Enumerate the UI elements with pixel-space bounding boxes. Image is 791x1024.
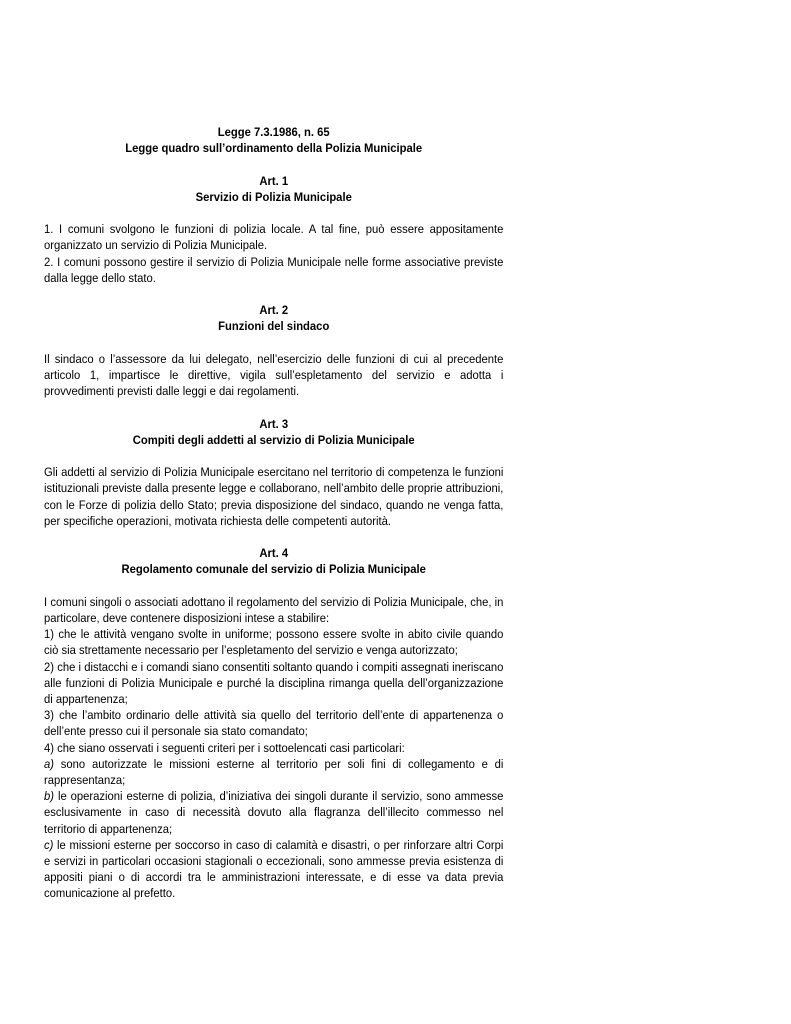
article-4-header bbox=[44, 545, 503, 577]
article-1-paragraph-2: 2. I comuni possono gestire il servizio di Polizia Municipale nelle forme associative previste dalla legge dello stato. bbox=[44, 254, 504, 285]
subitem-a-text: sono autorizzate le missioni esterne al territorio per soli fini di collegamento e di rappresentanza; bbox=[44, 756, 504, 787]
document-body bbox=[44, 124, 503, 902]
law-reference: Legge 7.3.1986, n. 65 bbox=[217, 125, 330, 139]
article-3-header bbox=[44, 416, 503, 448]
article-4-subitem-c bbox=[44, 837, 503, 902]
subitem-a-marker: a) bbox=[44, 756, 55, 771]
law-header bbox=[44, 124, 503, 156]
article-4-number: Art. 4 bbox=[259, 546, 289, 561]
article-4-subitem-b bbox=[44, 788, 503, 837]
law-title: Legge quadro sull’ordinamento della Polizia Municipale bbox=[125, 141, 423, 156]
article-3-heading: Compiti degli addetti al servizio di Polizia Municipale bbox=[132, 432, 415, 447]
article-2-header bbox=[44, 302, 503, 334]
article-1-number: Art. 1 bbox=[259, 173, 289, 188]
subitem-c-text: le missioni esterne per soccorso in caso di calamità e disastri, o per rinforzare altri Corpi e servizi in particolari occasioni stagionali o eccezionali, sono ammesse previa esistenza di appositi piani o di accordi tra le amministrazioni interessate, e di esse va data previa comunicazione al prefetto. bbox=[44, 837, 504, 901]
article-1-header bbox=[44, 173, 503, 205]
article-4-intro: I comuni singoli o associati adottano il regolamento del servizio di Polizia Municipale, che, in particolare, deve contenere disposizioni intese a stabilire: bbox=[44, 594, 504, 625]
article-2-number: Art. 2 bbox=[259, 303, 289, 318]
subitem-c-marker: c) bbox=[44, 837, 54, 852]
article-4-subitem-a bbox=[44, 756, 503, 788]
article-3-paragraph: Gli addetti al servizio di Polizia Municipale esercitano nel territorio di competenza le funzioni istituzionali previste dalla presente legge e collaborano, nell’ambito delle proprie attribuzioni, con le Forze di polizia dello Stato; previa disposizione del sindaco, quando ne venga fatta, per specifiche operazioni, motivata richiesta delle competenti autorità. bbox=[44, 465, 504, 528]
article-1-heading: Servizio di Polizia Municipale bbox=[195, 189, 352, 204]
article-4-item-2: 2) che i distacchi e i comandi siano consentiti soltanto quando i compiti assegnati ineriscano alle funzioni di Polizia Municipale e purché la disciplina rimanga quella dell’organizzazione di appartenenza; bbox=[44, 659, 504, 706]
article-2-paragraph: Il sindaco o l’assessore da lui delegato, nell’esercizio delle funzioni di cui al precedente articolo 1, impartisce le direttive, vigila sull’espletamento del servizio e adotta i provvedimenti previsti dalle leggi e dai regolamenti. bbox=[44, 351, 504, 399]
article-1-paragraph-1: 1. I comuni svolgono le funzioni di polizia locale. A tal fine, può essere appositamente organizzato un servizio di Polizia Municipale. bbox=[44, 222, 504, 253]
subitem-b-text: le operazioni esterne di polizia, d’iniziativa dei singoli durante il servizio, sono ammesse esclusivamente in caso di necessità dovuto alla flagranza dell’illecito commesso nel territorio di appartenenza; bbox=[44, 789, 504, 836]
article-4-heading: Regolamento comunale del servizio di Polizia Municipale bbox=[121, 562, 426, 577]
subitem-b-marker: b) bbox=[44, 789, 55, 804]
article-3-number: Art. 3 bbox=[259, 416, 289, 431]
article-4-item-3: 3) che l’ambito ordinario delle attività sia quello del territorio dell’ente di appartenenza o dell’ente presso cui il personale sia stato comandato; bbox=[44, 708, 504, 739]
article-4-item-1: 1) che le attività vengano svolte in uniforme; possono essere svolte in abito civile quando ciò sia strettamente necessario per l’espletamento del servizio e venga autorizzato; bbox=[44, 627, 504, 658]
article-2-heading: Funzioni del sindaco bbox=[218, 319, 330, 334]
article-4-item-4: 4) che siano osservati i seguenti criteri per i sottoelencati casi particolari: bbox=[44, 740, 405, 755]
